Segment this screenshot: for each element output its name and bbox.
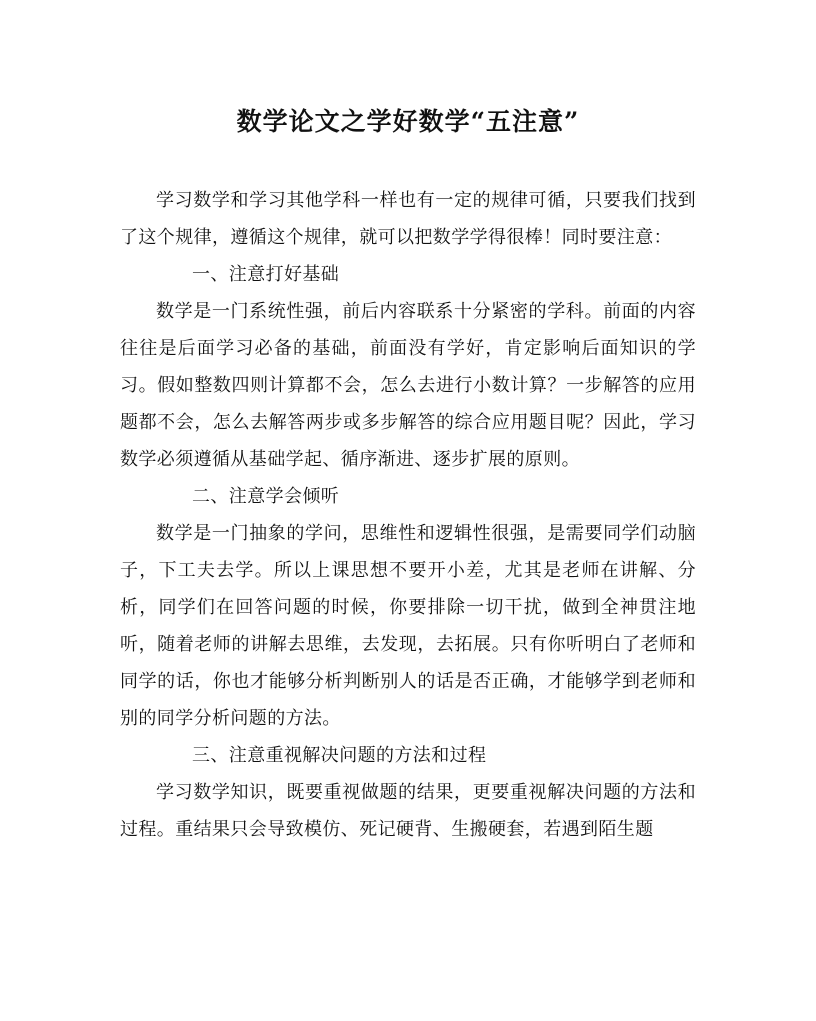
section-body-1: 数学是一门系统性强，前后内容联系十分紧密的学科。前面的内容往往是后面学习必备的基础，前面没有学好，肯定影响后面知识的学习。假如整数四则计算都不会，怎么去进行小数计算？一步解答的应用题都不会，怎么去解答两步或多步解答的综合应用题目呢？因此，学习数学必须遵循从基础学起、循序渐进、逐步扩展的原则。 bbox=[120, 301, 696, 470]
section-heading-3: 三、注意重视解决问题的方法和过程 bbox=[192, 745, 487, 766]
section-body-2: 数学是一门抽象的学问，思维性和逻辑性很强，是需要同学们动脑子，下工夫去学。所以上课思想不要开小差，尤其是老师在讲解、分析，同学们在回答问题的时候，你要排除一切干扰，做到全神贯注地听，随着老师的讲解去思维，去发现，去拓展。只有你听明白了老师和同学的话，你也才能够分析判断别人的话是否正确，才能够学到老师和别的同学分析问题的方法。 bbox=[120, 523, 696, 729]
document-body bbox=[120, 182, 696, 848]
document-title: 数学论文之学好数学“五注意” bbox=[236, 107, 580, 136]
section-heading-2: 二、注意学会倾听 bbox=[192, 486, 340, 507]
section-body-3: 学习数学知识，既要重视做题的结果，更要重视解决问题的方法和过程。重结果只会导致模仿、死记硬背、生搬硬套，若遇到陌生题 bbox=[120, 782, 696, 840]
section-heading-1: 一、注意打好基础 bbox=[192, 264, 340, 285]
intro-paragraph: 学习数学和学习其他学科一样也有一定的规律可循，只要我们找到了这个规律，遵循这个规律，就可以把数学学得很棒！同时要注意： bbox=[120, 190, 696, 248]
